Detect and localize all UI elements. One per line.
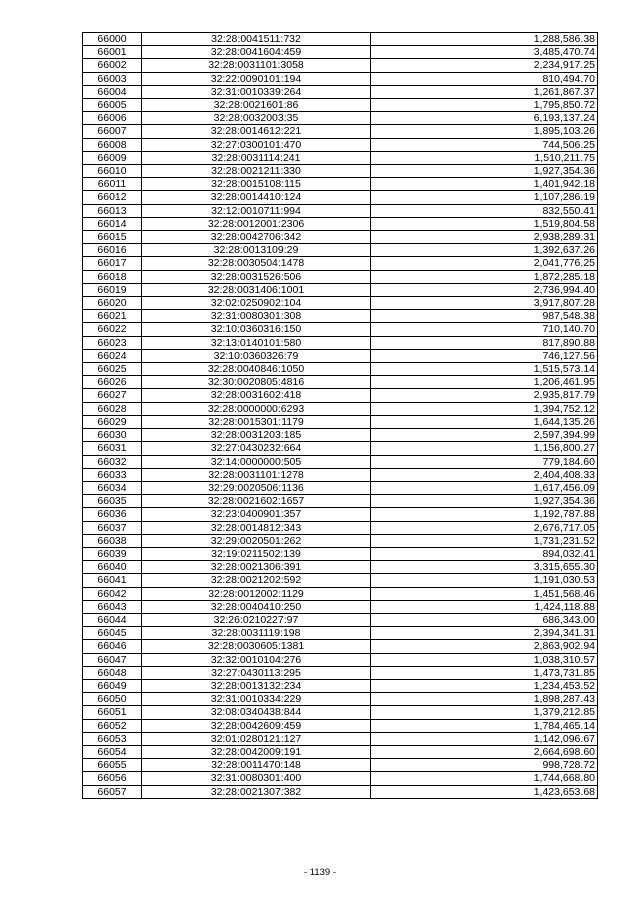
row-number-cell: 66048: [83, 666, 142, 679]
cadastral-value-cell: 2,597,394.99: [371, 429, 598, 442]
cadastral-number-cell: 32:28:0031602:418: [142, 389, 371, 402]
table-row: [83, 547, 598, 560]
cadastral-value-cell: 779,184.60: [371, 455, 598, 468]
cadastral-number-cell: 32:28:0021306:391: [142, 561, 371, 574]
cadastral-value-cell: 894,032.41: [371, 547, 598, 560]
cadastral-value-cell: 1,510,211.75: [371, 151, 598, 164]
row-number-cell: 66015: [83, 231, 142, 244]
cadastral-value-cell: 1,895,103.26: [371, 125, 598, 138]
table-row: [83, 587, 598, 600]
table-row: [83, 336, 598, 349]
cadastral-number-cell: 32:28:0041604:459: [142, 46, 371, 59]
cadastral-number-cell: 32:29:0020506:1136: [142, 481, 371, 494]
cadastral-value-cell: 2,041,776.25: [371, 257, 598, 270]
cadastral-number-cell: 32:27:0300101:470: [142, 138, 371, 151]
table-row: [83, 138, 598, 151]
cadastral-value-cell: 1,644,135.26: [371, 415, 598, 428]
cadastral-value-cell: 1,394,752.12: [371, 402, 598, 415]
cadastral-number-cell: 32:28:0012001:2306: [142, 217, 371, 230]
cadastral-value-cell: 6,193,137.24: [371, 112, 598, 125]
cadastral-value-cell: 3,315,655.30: [371, 561, 598, 574]
table-row: [83, 561, 598, 574]
cadastral-value-cell: 1,872,285.18: [371, 270, 598, 283]
cadastral-value-cell: 1,206,461.95: [371, 376, 598, 389]
row-number-cell: 66050: [83, 693, 142, 706]
cadastral-number-cell: 32:28:0015301:1179: [142, 415, 371, 428]
cadastral-value-cell: 3,917,807.28: [371, 297, 598, 310]
row-number-cell: 66021: [83, 310, 142, 323]
row-number-cell: 66002: [83, 59, 142, 72]
table-row: [83, 389, 598, 402]
row-number-cell: 66041: [83, 574, 142, 587]
row-number-cell: 66043: [83, 600, 142, 613]
cadastral-value-cell: 2,676,717.05: [371, 521, 598, 534]
table-row: [83, 468, 598, 481]
table-row: [83, 323, 598, 336]
cadastral-number-cell: 32:19:0211502:139: [142, 547, 371, 560]
cadastral-number-cell: 32:28:0031101:3058: [142, 59, 371, 72]
row-number-cell: 66028: [83, 402, 142, 415]
table-row: [83, 191, 598, 204]
cadastral-value-cell: 2,935,817.79: [371, 389, 598, 402]
row-number-cell: 66018: [83, 270, 142, 283]
cadastral-value-cell: 1,515,573.14: [371, 363, 598, 376]
table-row: [83, 283, 598, 296]
table-row: [83, 363, 598, 376]
table-row: [83, 429, 598, 442]
cadastral-number-cell: 32:28:0040410:250: [142, 600, 371, 613]
cadastral-value-cell: 1,234,453.52: [371, 679, 598, 692]
cadastral-number-cell: 32:31:0080301:400: [142, 772, 371, 785]
cadastral-number-cell: 32:28:0021602:1657: [142, 495, 371, 508]
cadastral-number-cell: 32:22:0090101:194: [142, 72, 371, 85]
cadastral-value-cell: 1,898,287.43: [371, 693, 598, 706]
cadastral-value-cell: 1,451,568.46: [371, 587, 598, 600]
row-number-cell: 66001: [83, 46, 142, 59]
cadastral-number-cell: 32:28:0031114:241: [142, 151, 371, 164]
row-number-cell: 66030: [83, 429, 142, 442]
row-number-cell: 66035: [83, 495, 142, 508]
table-row: [83, 495, 598, 508]
cadastral-number-cell: 32:28:0021307:382: [142, 785, 371, 798]
cadastral-number-cell: 32:28:0031526:506: [142, 270, 371, 283]
cadastral-value-cell: 686,343.00: [371, 613, 598, 626]
cadastral-value-cell: 1,392,637.26: [371, 244, 598, 257]
row-number-cell: 66054: [83, 745, 142, 758]
row-number-cell: 66027: [83, 389, 142, 402]
row-number-cell: 66031: [83, 442, 142, 455]
table-row: [83, 508, 598, 521]
cadastral-value-cell: 817,890.88: [371, 336, 598, 349]
row-number-cell: 66013: [83, 204, 142, 217]
page-number: - 1139 -: [303, 867, 337, 878]
cadastral-number-cell: 32:28:0031101:1278: [142, 468, 371, 481]
cadastral-number-cell: 32:01:0280121:127: [142, 732, 371, 745]
row-number-cell: 66014: [83, 217, 142, 230]
row-number-cell: 66044: [83, 613, 142, 626]
cadastral-number-cell: 32:28:0021601:86: [142, 99, 371, 112]
cadastral-value-cell: 1,617,456.09: [371, 481, 598, 494]
row-number-cell: 66040: [83, 561, 142, 574]
row-number-cell: 66037: [83, 521, 142, 534]
cadastral-value-cell: 1,379,212.85: [371, 706, 598, 719]
table-row: [83, 72, 598, 85]
cadastral-number-cell: 32:28:0042009:191: [142, 745, 371, 758]
cadastral-value-cell: 987,548.38: [371, 310, 598, 323]
cadastral-value-cell: 998,728.72: [371, 759, 598, 772]
row-number-cell: 66047: [83, 653, 142, 666]
cadastral-number-cell: 32:28:0015108:115: [142, 178, 371, 191]
row-number-cell: 66016: [83, 244, 142, 257]
row-number-cell: 66038: [83, 534, 142, 547]
table-row: [83, 679, 598, 692]
row-number-cell: 66029: [83, 415, 142, 428]
cadastral-number-cell: 32:28:0031406:1001: [142, 283, 371, 296]
table-body: [83, 33, 598, 799]
cadastral-value-cell: 1,784,465.14: [371, 719, 598, 732]
cadastral-number-cell: 32:28:0000000:6293: [142, 402, 371, 415]
table-row: [83, 231, 598, 244]
table-row: [83, 297, 598, 310]
cadastral-number-cell: 32:28:0011470:148: [142, 759, 371, 772]
cadastral-value-cell: 1,192,787.88: [371, 508, 598, 521]
row-number-cell: 66049: [83, 679, 142, 692]
table-row: [83, 521, 598, 534]
cadastral-number-cell: 32:28:0040846:1050: [142, 363, 371, 376]
row-number-cell: 66039: [83, 547, 142, 560]
table-row: [83, 376, 598, 389]
cadastral-value-cell: 746,127.56: [371, 349, 598, 362]
cadastral-number-cell: 32:30:0020805:4816: [142, 376, 371, 389]
table-row: [83, 732, 598, 745]
cadastral-number-cell: 32:28:0014612:221: [142, 125, 371, 138]
cadastral-value-cell: 1,731,231.52: [371, 534, 598, 547]
table-row: [83, 244, 598, 257]
cadastral-number-cell: 32:27:0430113:295: [142, 666, 371, 679]
cadastral-value-cell: 1,142,096.67: [371, 732, 598, 745]
cadastral-value-cell: 1,288,586.38: [371, 33, 598, 46]
cadastral-value-cell: 2,394,341.31: [371, 627, 598, 640]
table-row: [83, 99, 598, 112]
row-number-cell: 66025: [83, 363, 142, 376]
cadastral-value-cell: 1,927,354.36: [371, 495, 598, 508]
cadastral-number-cell: 32:02:0250902:104: [142, 297, 371, 310]
table-row: [83, 534, 598, 547]
row-number-cell: 66023: [83, 336, 142, 349]
cadastral-number-cell: 32:31:0010339:264: [142, 85, 371, 98]
cadastral-number-cell: 32:28:0030504:1478: [142, 257, 371, 270]
cadastral-value-cell: 810,494.70: [371, 72, 598, 85]
table-row: [83, 653, 598, 666]
row-number-cell: 66036: [83, 508, 142, 521]
cadastral-number-cell: 32:28:0014812:343: [142, 521, 371, 534]
cadastral-number-cell: 32:28:0013109:29: [142, 244, 371, 257]
row-number-cell: 66052: [83, 719, 142, 732]
cadastral-value-cell: 1,107,286.19: [371, 191, 598, 204]
table-row: [83, 627, 598, 640]
cadastral-value-table: [82, 32, 598, 799]
cadastral-number-cell: 32:28:0031203:185: [142, 429, 371, 442]
table-row: [83, 574, 598, 587]
row-number-cell: 66034: [83, 481, 142, 494]
cadastral-value-cell: 2,404,408.33: [371, 468, 598, 481]
row-number-cell: 66056: [83, 772, 142, 785]
cadastral-number-cell: 32:28:0042706:342: [142, 231, 371, 244]
table-row: [83, 310, 598, 323]
cadastral-number-cell: 32:28:0014410:124: [142, 191, 371, 204]
cadastral-value-cell: 2,938,289.31: [371, 231, 598, 244]
document-page: [82, 32, 598, 799]
cadastral-value-cell: 1,038,310.57: [371, 653, 598, 666]
row-number-cell: 66051: [83, 706, 142, 719]
row-number-cell: 66003: [83, 72, 142, 85]
row-number-cell: 66017: [83, 257, 142, 270]
table-row: [83, 613, 598, 626]
cadastral-value-cell: 1,473,731.85: [371, 666, 598, 679]
row-number-cell: 66033: [83, 468, 142, 481]
table-row: [83, 112, 598, 125]
row-number-cell: 66009: [83, 151, 142, 164]
cadastral-value-cell: 1,156,800.27: [371, 442, 598, 455]
cadastral-number-cell: 32:28:0013132:234: [142, 679, 371, 692]
row-number-cell: 66057: [83, 785, 142, 798]
row-number-cell: 66011: [83, 178, 142, 191]
row-number-cell: 66012: [83, 191, 142, 204]
row-number-cell: 66055: [83, 759, 142, 772]
cadastral-value-cell: 2,234,917.25: [371, 59, 598, 72]
cadastral-number-cell: 32:31:0080301:308: [142, 310, 371, 323]
row-number-cell: 66019: [83, 283, 142, 296]
row-number-cell: 66010: [83, 165, 142, 178]
table-row: [83, 481, 598, 494]
table-row: [83, 204, 598, 217]
table-row: [83, 151, 598, 164]
row-number-cell: 66024: [83, 349, 142, 362]
row-number-cell: 66032: [83, 455, 142, 468]
table-row: [83, 33, 598, 46]
cadastral-number-cell: 32:28:0041511:732: [142, 33, 371, 46]
row-number-cell: 66045: [83, 627, 142, 640]
table-row: [83, 85, 598, 98]
cadastral-value-cell: 2,736,994.40: [371, 283, 598, 296]
table-row: [83, 666, 598, 679]
table-row: [83, 178, 598, 191]
cadastral-value-cell: 2,863,902.94: [371, 640, 598, 653]
row-number-cell: 66046: [83, 640, 142, 653]
cadastral-number-cell: 32:29:0020501:262: [142, 534, 371, 547]
cadastral-number-cell: 32:10:0360326:79: [142, 349, 371, 362]
cadastral-value-cell: 1,744,668.80: [371, 772, 598, 785]
table-row: [83, 59, 598, 72]
table-row: [83, 125, 598, 138]
cadastral-number-cell: 32:14:0000000:505: [142, 455, 371, 468]
table-row: [83, 349, 598, 362]
row-number-cell: 66022: [83, 323, 142, 336]
row-number-cell: 66004: [83, 85, 142, 98]
table-row: [83, 693, 598, 706]
table-row: [83, 442, 598, 455]
cadastral-value-cell: 744,506.25: [371, 138, 598, 151]
cadastral-value-cell: 1,261,867.37: [371, 85, 598, 98]
cadastral-number-cell: 32:08:0340438:844: [142, 706, 371, 719]
cadastral-value-cell: 1,927,354.36: [371, 165, 598, 178]
cadastral-number-cell: 32:28:0031119:198: [142, 627, 371, 640]
row-number-cell: 66053: [83, 732, 142, 745]
cadastral-number-cell: 32:28:0012002:1129: [142, 587, 371, 600]
cadastral-number-cell: 32:28:0021202:592: [142, 574, 371, 587]
cadastral-number-cell: 32:31:0010334:229: [142, 693, 371, 706]
cadastral-value-cell: 1,191,030.53: [371, 574, 598, 587]
cadastral-number-cell: 32:12:0010711:994: [142, 204, 371, 217]
table-row: [83, 257, 598, 270]
table-row: [83, 415, 598, 428]
cadastral-value-cell: 1,423,653.68: [371, 785, 598, 798]
cadastral-value-cell: 710,140.70: [371, 323, 598, 336]
cadastral-number-cell: 32:27:0430232:664: [142, 442, 371, 455]
table-row: [83, 745, 598, 758]
row-number-cell: 66026: [83, 376, 142, 389]
cadastral-number-cell: 32:26:0210227:97: [142, 613, 371, 626]
table-row: [83, 772, 598, 785]
row-number-cell: 66000: [83, 33, 142, 46]
table-row: [83, 217, 598, 230]
cadastral-value-cell: 1,401,942.18: [371, 178, 598, 191]
table-row: [83, 402, 598, 415]
cadastral-number-cell: 32:28:0021211:330: [142, 165, 371, 178]
table-row: [83, 600, 598, 613]
cadastral-number-cell: 32:28:0032003:35: [142, 112, 371, 125]
table-row: [83, 719, 598, 732]
cadastral-value-cell: 1,795,850.72: [371, 99, 598, 112]
cadastral-number-cell: 32:32:0010104:276: [142, 653, 371, 666]
table-row: [83, 46, 598, 59]
cadastral-value-cell: 3,485,470.74: [371, 46, 598, 59]
row-number-cell: 66008: [83, 138, 142, 151]
cadastral-number-cell: 32:13:0140101:580: [142, 336, 371, 349]
cadastral-value-cell: 1,519,804.58: [371, 217, 598, 230]
cadastral-number-cell: 32:10:0360316:150: [142, 323, 371, 336]
cadastral-value-cell: 1,424,118.88: [371, 600, 598, 613]
table-row: [83, 455, 598, 468]
table-row: [83, 165, 598, 178]
table-row: [83, 785, 598, 798]
row-number-cell: 66042: [83, 587, 142, 600]
row-number-cell: 66006: [83, 112, 142, 125]
cadastral-value-cell: 2,664,698.60: [371, 745, 598, 758]
row-number-cell: 66005: [83, 99, 142, 112]
table-row: [83, 640, 598, 653]
cadastral-number-cell: 32:28:0030605:1381: [142, 640, 371, 653]
table-row: [83, 706, 598, 719]
cadastral-value-cell: 832,550.41: [371, 204, 598, 217]
cadastral-number-cell: 32:28:0042609:459: [142, 719, 371, 732]
table-row: [83, 759, 598, 772]
row-number-cell: 66020: [83, 297, 142, 310]
row-number-cell: 66007: [83, 125, 142, 138]
cadastral-number-cell: 32:23:0400901:357: [142, 508, 371, 521]
table-row: [83, 270, 598, 283]
